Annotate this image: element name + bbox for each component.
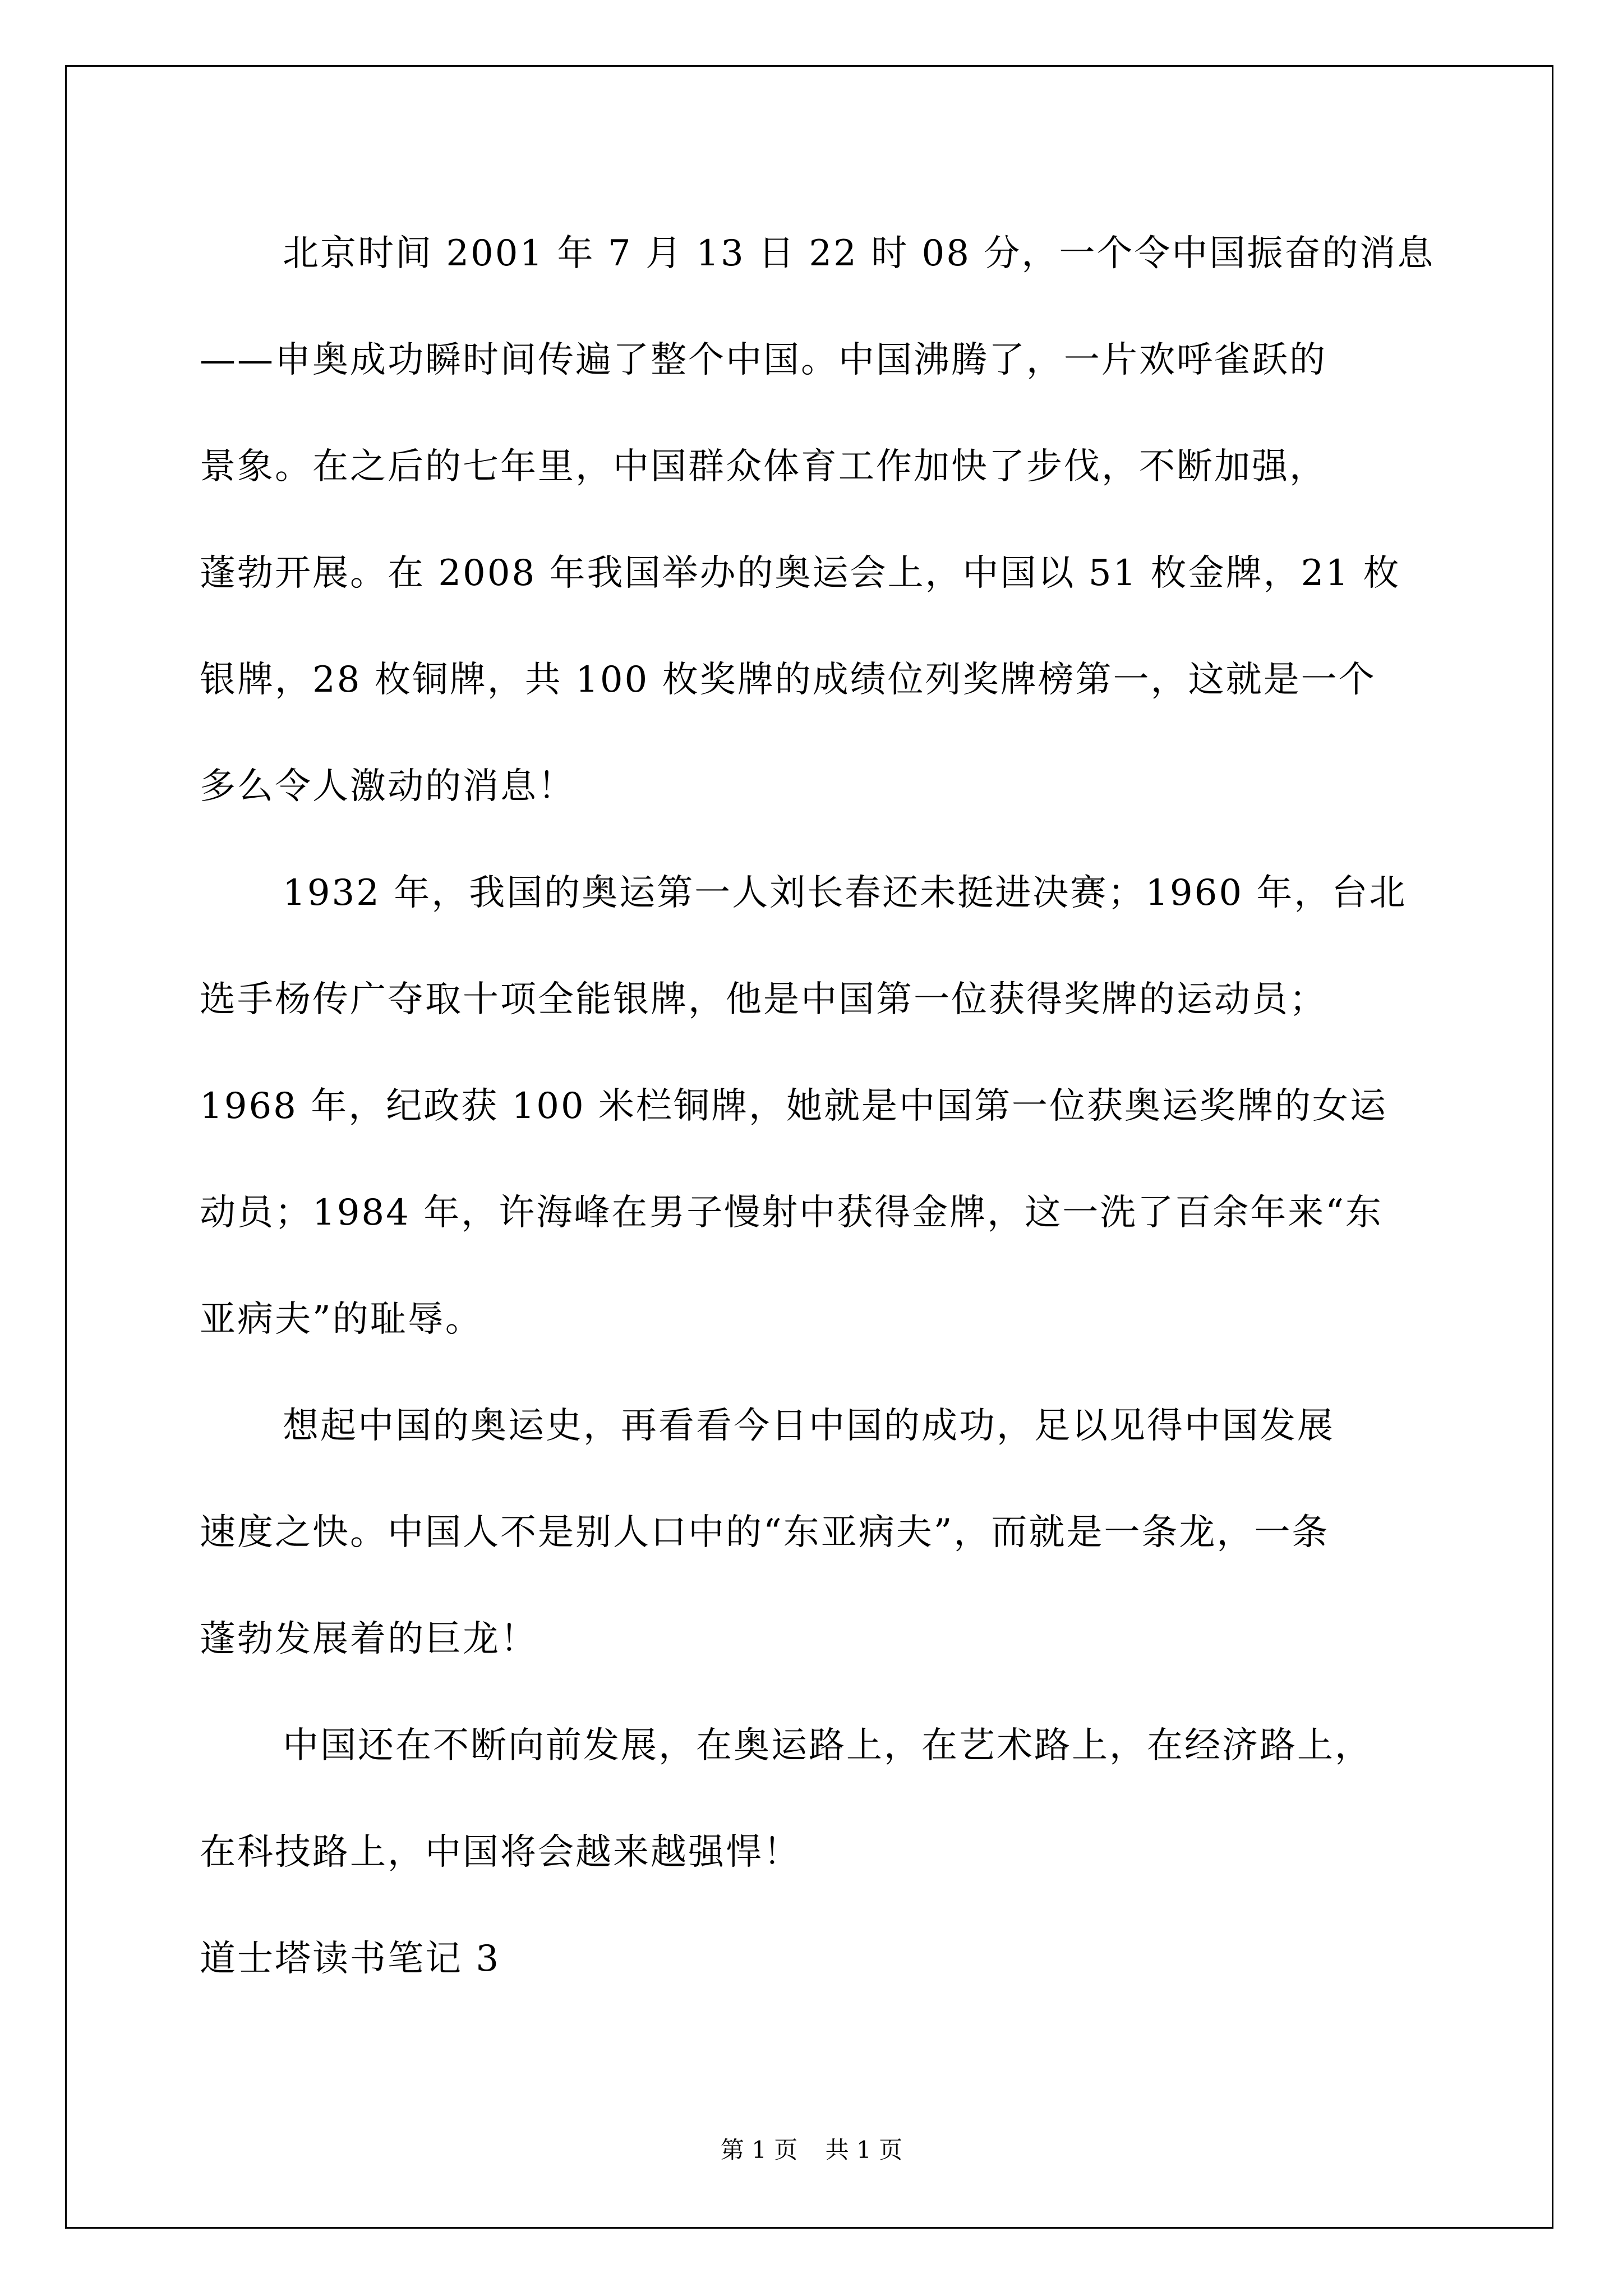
page-total: 共 1 页 <box>825 2136 903 2164</box>
paragraph-1-line-3: 景象。在之后的七年里，中国群众体育工作加快了步伐，不断加强， <box>200 446 1327 487</box>
paragraph-4-line-2: 在科技路上，中国将会越来越强悍！ <box>200 1832 801 1873</box>
paragraph-4-line-1: 中国还在不断向前发展，在奥运路上，在艺术路上，在经济路上， <box>283 1725 1372 1766</box>
paragraph-2-line-4: 动员；1984 年，许海峰在男子慢射中获得金牌，这一洗了百余年来“东 <box>200 1192 1383 1234</box>
section-heading: 道士塔读书笔记 3 <box>200 1938 501 1980</box>
paragraph-3-line-3: 蓬勃发展着的巨龙！ <box>200 1618 538 1660</box>
paragraph-2-line-2: 选手杨传广夺取十项全能银牌，他是中国第一位获得奖牌的运动员； <box>200 979 1327 1020</box>
paragraph-1-line-2: ——申奥成功瞬时间传遍了整个中国。中国沸腾了，一片欢呼雀跃的 <box>200 339 1327 381</box>
page-number: 第 1 页 <box>720 2136 798 2164</box>
paragraph-2-line-3: 1968 年，纪政获 100 米栏铜牌，她就是中国第一位获奥运奖牌的女运 <box>200 1085 1388 1127</box>
paragraph-1-line-6: 多么令人激动的消息！ <box>200 766 575 807</box>
page-footer <box>0 2132 1623 2165</box>
page-frame <box>65 65 1553 2229</box>
paragraph-2-line-5: 亚病夫”的耻辱。 <box>200 1299 483 1340</box>
paragraph-1-line-5: 银牌，28 枚铜牌，共 100 枚奖牌的成绩位列奖牌榜第一，这就是一个 <box>200 659 1376 701</box>
paragraph-1-line-4: 蓬勃开展。在 2008 年我国举办的奥运会上，中国以 51 枚金牌，21 枚 <box>200 553 1401 594</box>
paragraph-3-line-2: 速度之快。中国人不是别人口中的“东亚病夫”，而就是一条龙，一条 <box>200 1512 1330 1553</box>
paragraph-2-line-1: 1932 年，我国的奥运第一人刘长春还未挺进决赛；1960 年，台北 <box>283 872 1407 914</box>
paragraph-1-line-1: 北京时间 2001 年 7 月 13 日 22 时 08 分，一个令中国振奋的消息 <box>283 233 1435 274</box>
paragraph-3-line-1: 想起中国的奥运史，再看看今日中国的成功，足以见得中国发展 <box>283 1405 1335 1447</box>
